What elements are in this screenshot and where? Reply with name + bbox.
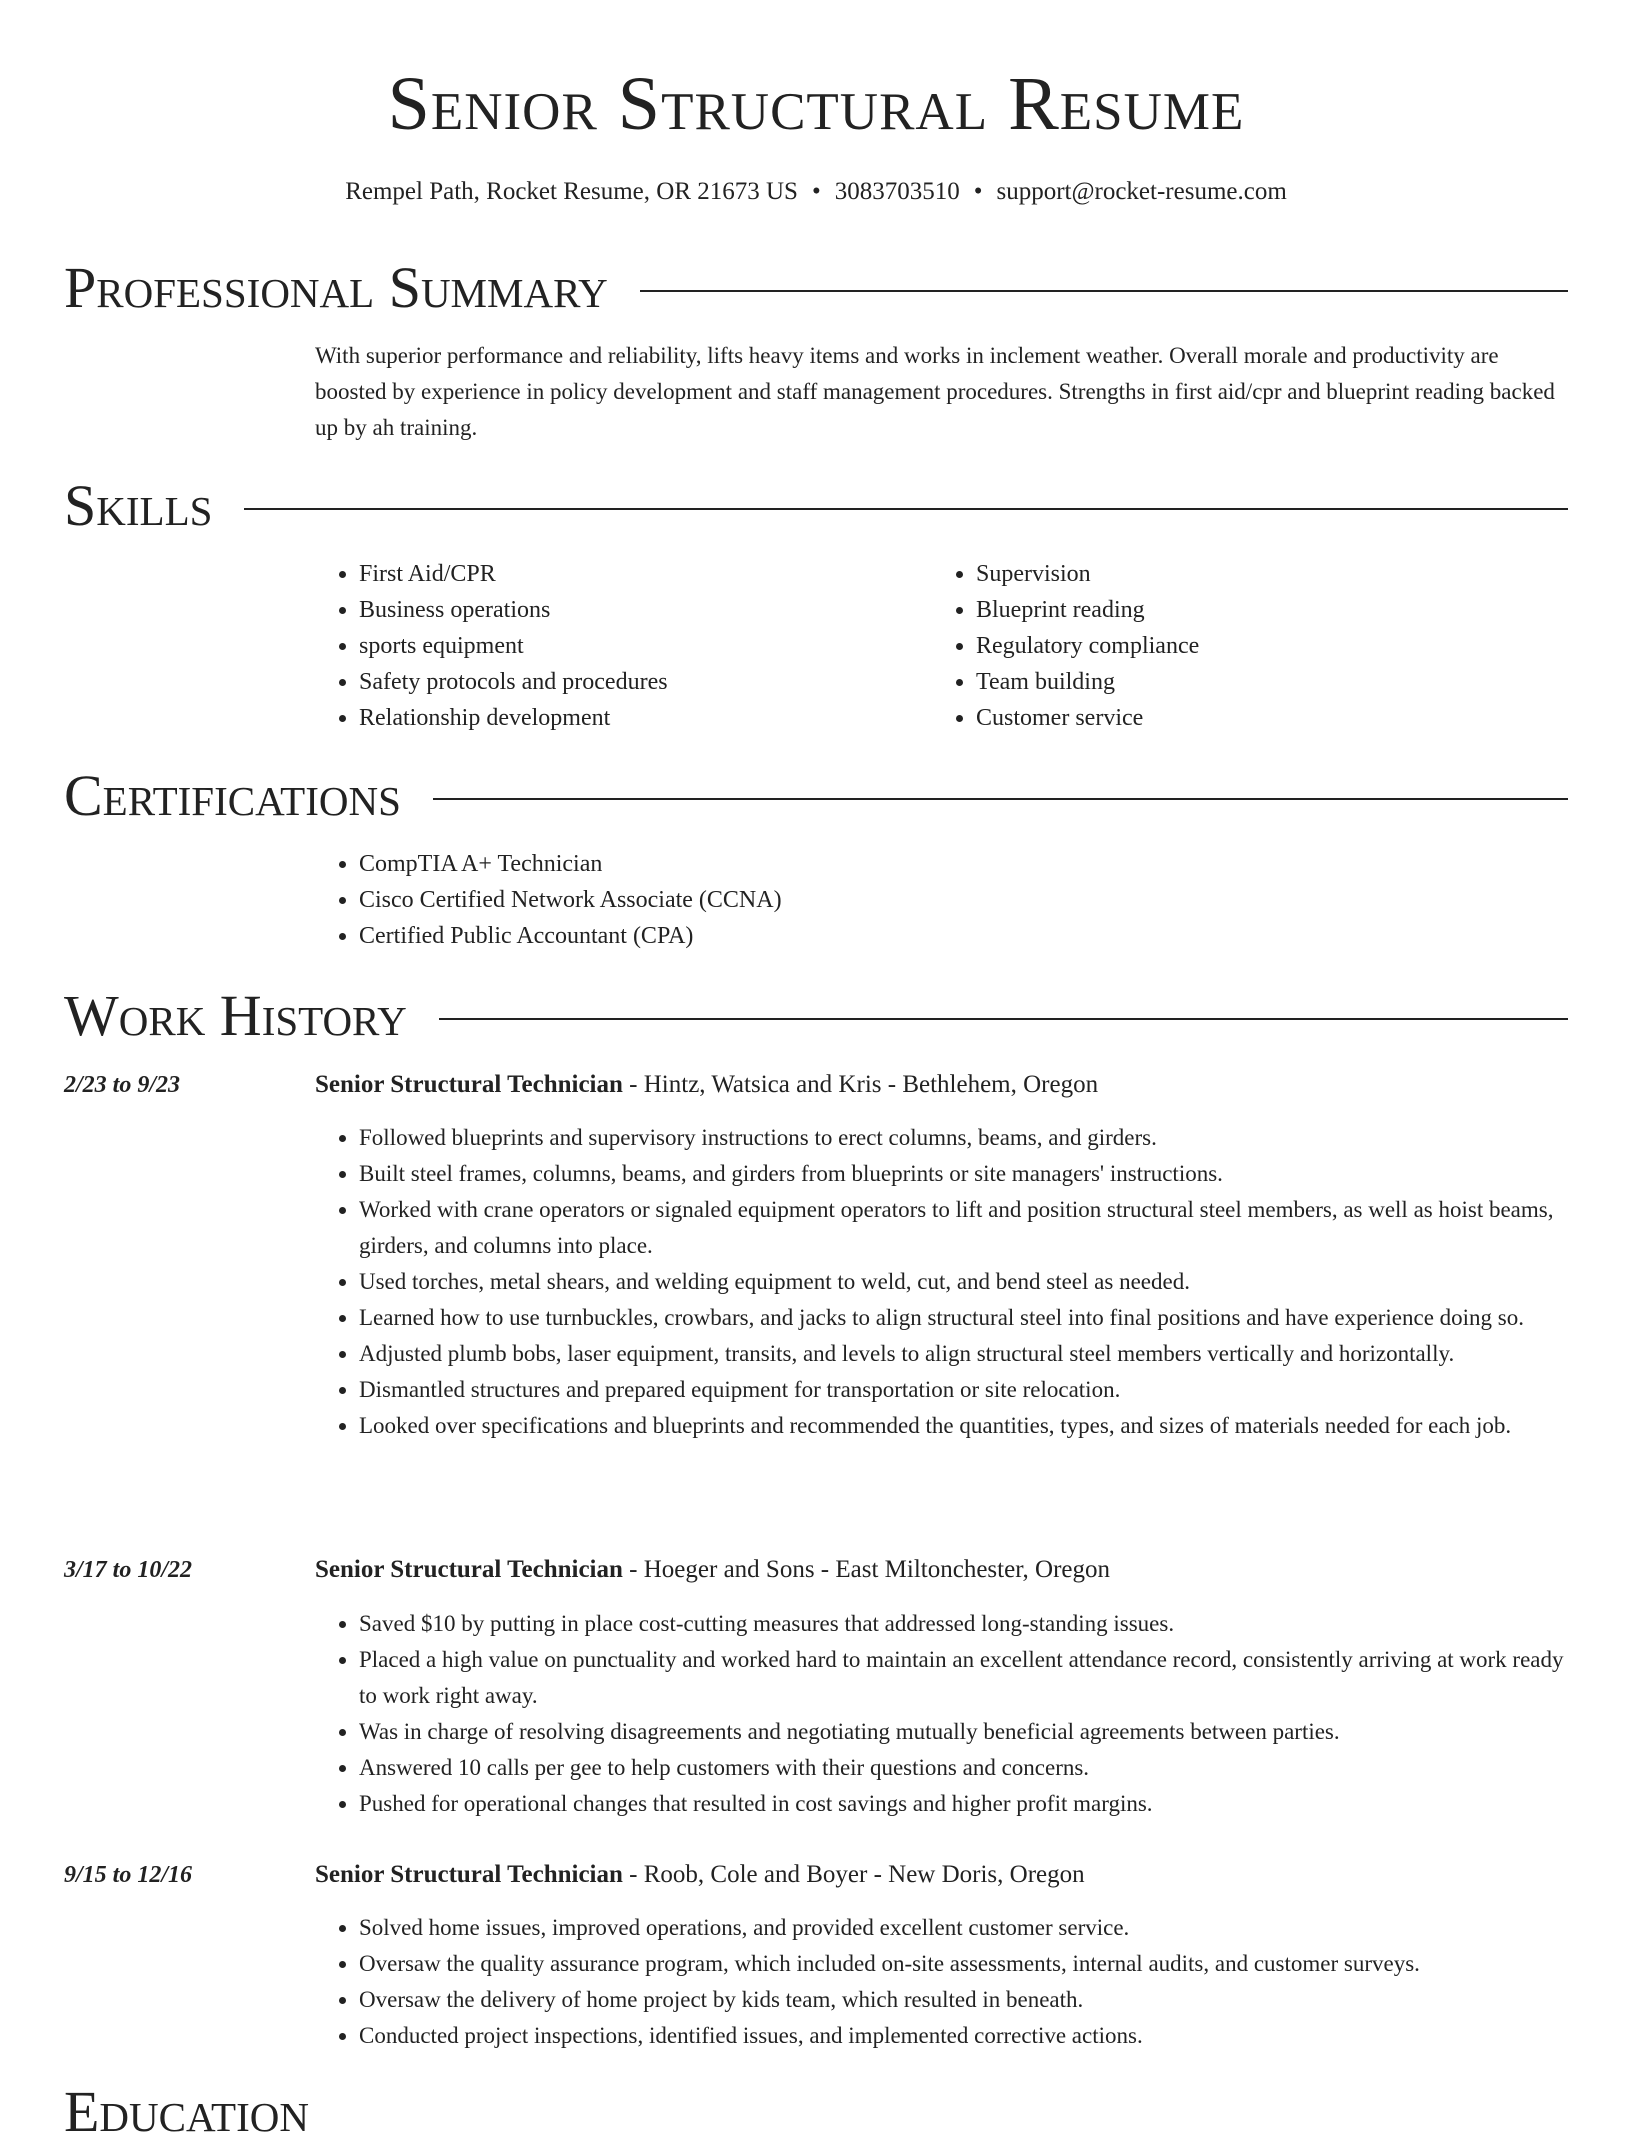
job-duty: • Followed blueprints and supervisory instructions to erect columns, beams, and girders. [359, 1120, 1568, 1156]
skill-item: • Relationship development [359, 700, 875, 736]
job-duties [315, 1120, 1568, 1444]
section-divider [244, 508, 1568, 510]
certifications-heading: Certifications [64, 763, 401, 828]
education-heading: Education [64, 2079, 309, 2144]
job-role: Senior Structural Technician [315, 1861, 623, 1888]
job-employer: - Hoeger and Sons - East Miltonchester, Oregon [622, 1556, 1110, 1583]
certifications-list [315, 846, 1515, 954]
job-duty: • Solved home issues, improved operations, and provided excellent customer service. [359, 1910, 1568, 1946]
skill-item: • Supervision [976, 556, 1492, 592]
skill-item: • Regulatory compliance [976, 628, 1492, 664]
job-dates: 2/23 to 9/23 [64, 1072, 181, 1098]
job-duty: • Worked with crane operators or signaled equipment operators to lift and position structural steel members, as well as hoist beams, girders, and columns into place. [359, 1192, 1568, 1264]
skill-item: • sports equipment [359, 628, 875, 664]
job-duty: • Looked over specifications and blueprints and recommended the quantities, types, and sizes of materials needed for each job. [359, 1408, 1568, 1444]
certification-item: • Cisco Certified Network Associate (CCNA) [359, 882, 1515, 918]
section-divider [433, 798, 1568, 800]
skill-item: • Team building [976, 664, 1492, 700]
contact-separator: • [811, 178, 821, 205]
contact-address: Rempel Path, Rocket Resume, OR 21673 US [345, 178, 798, 205]
contact-email: support@rocket-resume.com [996, 178, 1287, 205]
job-duty: • Pushed for operational changes that resulted in cost savings and higher profit margins. [359, 1786, 1568, 1822]
section-divider [439, 1018, 1568, 1020]
job-duties [315, 1910, 1568, 2054]
certification-item: • CompTIA A+ Technician [359, 846, 1515, 882]
job-duty: • Used torches, metal shears, and welding equipment to weld, cut, and bend steel as needed. [359, 1264, 1568, 1300]
skill-item: • Blueprint reading [976, 592, 1492, 628]
job-header [315, 1067, 1568, 1103]
skill-item: • First Aid/CPR [359, 556, 875, 592]
certifications-section-header [64, 762, 1568, 830]
job-employer: - Hintz, Watsica and Kris - Bethlehem, Oregon [622, 1071, 1099, 1098]
job-duty: • Answered 10 calls per gee to help customers with their questions and concerns. [359, 1750, 1568, 1786]
summary-text: With superior performance and reliability, lifts heavy items and works in inclement weather. Overall morale and productivity are boosted by experience in policy development and staff management procedures. Strengths in first aid/cpr and blueprint reading backed up by ah training. [315, 343, 1555, 440]
skills-section-header [64, 472, 1568, 540]
job-duty: • Oversaw the quality assurance program, which included on-site assessments, internal audits, and customer surveys. [359, 1946, 1568, 1982]
job-role: Senior Structural Technician [315, 1556, 623, 1583]
summary-section-header [64, 254, 1568, 322]
job-duty: • Dismantled structures and prepared equipment for transportation or site relocation. [359, 1372, 1568, 1408]
certification-item: • Certified Public Accountant (CPA) [359, 918, 1515, 954]
job-duty: • Oversaw the delivery of home project by kids team, which resulted in beneath. [359, 1982, 1568, 2018]
skill-item: • Customer service [976, 700, 1492, 736]
section-divider [640, 290, 1568, 292]
work-history-heading: Work History [64, 983, 407, 1048]
job-duties [315, 1606, 1568, 1822]
job-duty: • Was in charge of resolving disagreements and negotiating mutually beneficial agreements between parties. [359, 1714, 1568, 1750]
job-duty: • Adjusted plumb bobs, laser equipment, transits, and levels to align structural steel members vertically and horizontally. [359, 1336, 1568, 1372]
work-history-section-header [64, 982, 1568, 1050]
skills-list-right [932, 556, 1492, 736]
job-duty: • Placed a high value on punctuality and worked hard to maintain an excellent attendance record, consistently arriving at work ready to work right away. [359, 1642, 1568, 1714]
summary-heading: Professional Summary [64, 255, 608, 320]
contact-phone: 3083703510 [834, 178, 960, 205]
resume-title: Senior Structural Resume [387, 62, 1245, 146]
contact-line [0, 174, 1632, 210]
job-duty: • Saved $10 by putting in place cost-cutting measures that addressed long-standing issues. [359, 1606, 1568, 1642]
skills-heading: Skills [64, 473, 213, 538]
job-employer: - Roob, Cole and Boyer - New Doris, Oregon [622, 1861, 1085, 1888]
education-section-header [64, 2078, 1568, 2146]
job-dates: 3/17 to 10/22 [64, 1557, 193, 1583]
job-header [315, 1552, 1568, 1588]
job-duty: • Learned how to use turnbuckles, crowbars, and jacks to align structural steel into final positions and have experience doing so. [359, 1300, 1568, 1336]
skill-item: • Safety protocols and procedures [359, 664, 875, 700]
job-duty: • Built steel frames, columns, beams, and girders from blueprints or site managers' instructions. [359, 1156, 1568, 1192]
contact-separator: • [973, 178, 983, 205]
job-role: Senior Structural Technician [315, 1071, 623, 1098]
job-duty: • Conducted project inspections, identified issues, and implemented corrective actions. [359, 2018, 1568, 2054]
skills-list-left [315, 556, 875, 736]
skill-item: • Business operations [359, 592, 875, 628]
job-header [315, 1857, 1568, 1893]
job-dates: 9/15 to 12/16 [64, 1862, 193, 1888]
